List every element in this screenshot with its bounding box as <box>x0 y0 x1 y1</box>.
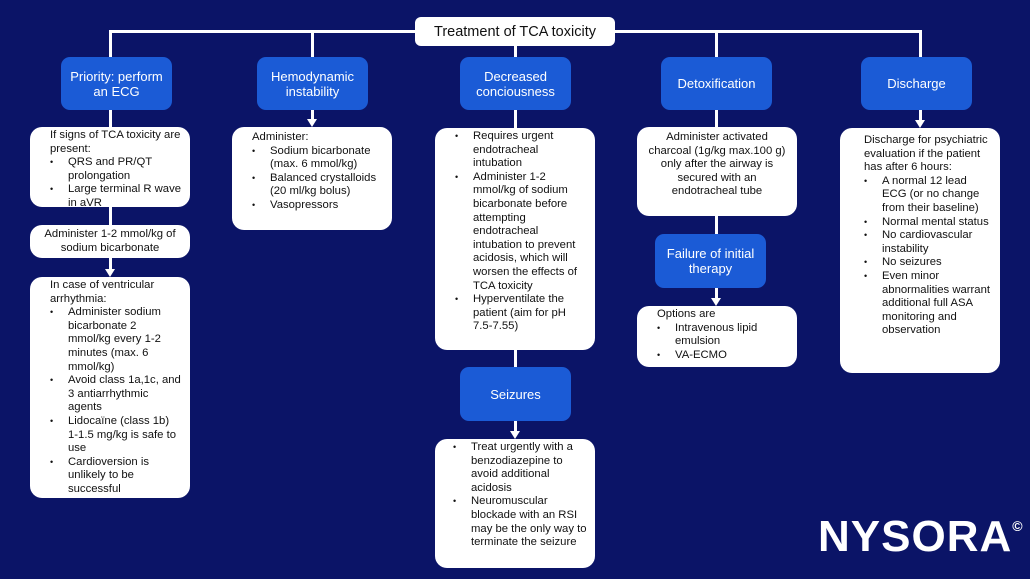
header-seizures: Seizures <box>460 367 571 421</box>
copyright-mark: © <box>1012 518 1024 534</box>
list-item: • VA-ECMO <box>657 349 789 363</box>
box-intro: Discharge for psychiatric evaluation if the patient has after 6 hours: <box>864 134 988 174</box>
arrow-icon <box>510 431 520 439</box>
arrow-icon <box>105 269 115 277</box>
list-item: • Administer 1-2 mmol/kg of sodium bicarbonate before attempting endotracheal intubation to prevent acidosis, which will worsen the effects of TCA toxicity <box>455 171 587 293</box>
list-item: • Sodium bicarbonate (max. 6 mmol/kg) <box>252 145 384 172</box>
list-item: • Vasopressors <box>252 199 384 213</box>
connector <box>715 30 718 57</box>
diagram-title: Treatment of TCA toxicity <box>415 17 615 46</box>
list-item: • Even minor abnormalities warrant additional full ASA monitoring and observation <box>864 270 992 338</box>
box-intro: In case of ventricular arrhythmia: <box>50 279 155 305</box>
list-item: • QRS and PR/QT prolongation <box>50 156 182 183</box>
list-item: • Hyperventilate the patient (aim for pH 7.5-7.55) <box>455 293 587 334</box>
header-discharge: Discharge <box>861 57 972 110</box>
box-seizures <box>435 439 595 568</box>
header-hemodynamic-instability: Hemodynamic instability <box>257 57 368 110</box>
connector <box>514 46 517 57</box>
arrow-icon <box>915 120 925 128</box>
box-options <box>637 306 797 367</box>
list-item: • Treat urgently with a benzodiazepine to avoid additional acidosis <box>453 441 587 495</box>
box-bicarbonate: Administer 1-2 mmol/kg of sodium bicarbonate <box>30 225 190 258</box>
list-item: • A normal 12 lead ECG (or no change from their baseline) <box>864 175 992 216</box>
connector <box>919 110 922 120</box>
list-item: • Lidocaïne (class 1b) 1-1.5 mg/kg is safe to use <box>50 415 182 456</box>
list-item: • No cardiovascular instability <box>864 229 992 256</box>
connector <box>311 30 314 57</box>
connector <box>514 110 517 128</box>
list-item: • No seizures <box>864 256 992 270</box>
box-charcoal: Administer activated charcoal (1g/kg max.100 g) only after the airway is secured with an endotracheal tube <box>637 127 797 216</box>
list-item: • Requires urgent endotracheal intubation <box>455 130 587 171</box>
box-discharge <box>840 128 1000 373</box>
box-tca-signs <box>30 127 190 207</box>
list-item: • Large terminal R wave in aVR <box>50 183 182 210</box>
nysora-logo <box>818 512 1024 562</box>
connector <box>311 110 314 119</box>
list-item: • Cardioversion is unlikely to be successful <box>50 456 182 497</box>
box-ventricular-arrhythmia <box>30 277 190 498</box>
connector <box>919 30 922 57</box>
header-failure-initial-therapy: Failure of initial therapy <box>655 234 766 288</box>
connector <box>514 350 517 367</box>
arrow-icon <box>711 298 721 306</box>
arrow-icon <box>307 119 317 127</box>
box-hemodynamic <box>232 127 392 230</box>
list-item: • Administer sodium bicarbonate 2 mmol/kg every 1-2 minutes (max. 6 mmol/kg) <box>50 306 182 374</box>
connector <box>715 288 718 298</box>
connector <box>514 421 517 431</box>
header-detoxification: Detoxification <box>661 57 772 110</box>
list-item: • Intravenous lipid emulsion <box>657 322 789 349</box>
header-priority-ecg: Priority: perform an ECG <box>61 57 172 110</box>
connector <box>715 216 718 234</box>
connector <box>715 110 718 127</box>
list-item: • Balanced crystalloids (20 ml/kg bolus) <box>252 172 384 199</box>
box-decreased-consciousness <box>435 128 595 350</box>
connector <box>109 30 112 57</box>
box-intro: Administer: <box>252 131 309 143</box>
header-decreased-consciousness: Decreased conciousness <box>460 57 571 110</box>
list-item: • Normal mental status <box>864 216 992 230</box>
list-item: • Avoid class 1a,1c, and 3 antiarrhythmic agents <box>50 374 182 415</box>
list-item: • Neuromuscular blockade with an RSI may be the only way to terminate the seizure <box>453 495 587 549</box>
connector <box>109 110 112 127</box>
box-intro: If signs of TCA toxicity are present: <box>50 129 181 155</box>
box-intro: Options are <box>657 308 716 320</box>
logo-text: NYSORA <box>818 512 1013 561</box>
